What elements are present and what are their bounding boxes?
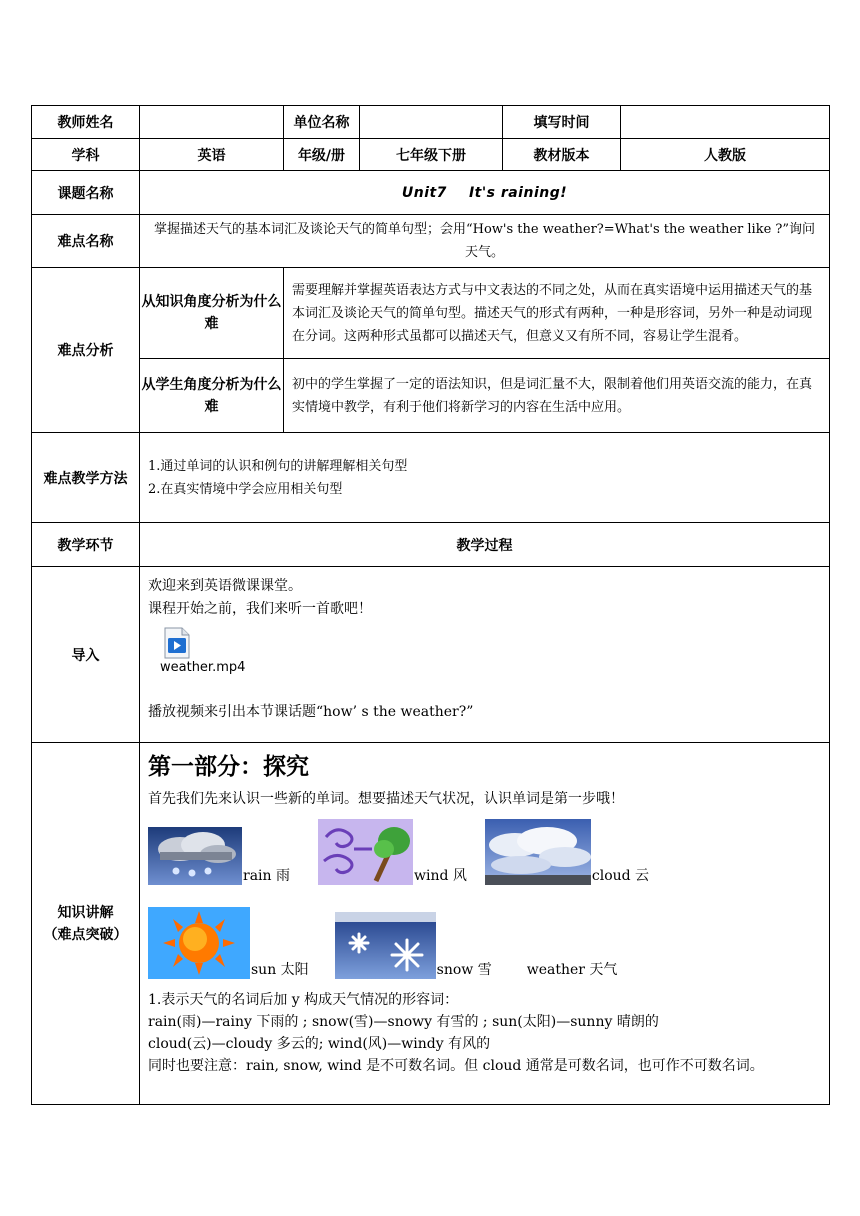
topic-name: It's raining! xyxy=(468,184,568,201)
method-label: 难点教学方法 xyxy=(32,433,140,523)
knowledge-label xyxy=(32,743,140,1105)
weather-words-row-1 xyxy=(148,819,821,885)
knowledge-label-line-2: （难点突破） xyxy=(43,926,128,943)
analysis-label: 难点分析 xyxy=(32,268,140,433)
intro-row xyxy=(32,567,830,743)
subject-label: 学科 xyxy=(32,139,140,171)
weather-words-row-2 xyxy=(148,907,821,979)
topic-unit: Unit7 xyxy=(401,184,447,201)
unit-name-value xyxy=(360,106,503,139)
topic-row xyxy=(32,171,830,215)
header-row-1 xyxy=(32,106,830,139)
method-row xyxy=(32,433,830,523)
student-angle-text: 初中的学生掌握了一定的语法知识，但是词汇量不大，限制着他们用英语交流的能力，在真实情境中教学，有利于他们将新学习的内容在生活中应用。 xyxy=(284,359,830,433)
header-row-2 xyxy=(32,139,830,171)
sun-word: sun 太阳 xyxy=(251,962,309,978)
edition-label: 教材版本 xyxy=(503,139,621,171)
topic-label: 课题名称 xyxy=(32,171,140,215)
difficulty-row xyxy=(32,215,830,268)
section-heading: 第一部分：探究 xyxy=(148,754,309,780)
note-line-4: 同时也要注意：rain, snow, wind 是不可数名词。但 cloud 通常是可数名词，也可作不可数名词。 xyxy=(148,1058,764,1074)
student-angle-label: 从学生角度分析为什么难 xyxy=(140,359,284,433)
video-file-name: weather.mp4 xyxy=(160,660,246,675)
cloud-icon xyxy=(485,819,591,885)
cloud-word: cloud 云 xyxy=(591,868,650,884)
teacher-name-label: 教师姓名 xyxy=(32,106,140,139)
difficulty-text: 掌握描述天气的基本词汇及谈论天气的简单句型；会用“How's the weather?=What's the weather like ?”询问天气。 xyxy=(140,215,830,268)
analysis-row-student xyxy=(32,359,830,433)
knowledge-content xyxy=(140,743,830,1105)
intro-line-3: 播放视频来引出本节课话题“how’ s the weather?” xyxy=(148,704,474,720)
lesson-plan-table xyxy=(31,105,830,1105)
method-list xyxy=(140,433,830,523)
fill-date-label: 填写时间 xyxy=(503,106,621,139)
teacher-name-value xyxy=(140,106,284,139)
analysis-row-knowledge xyxy=(32,268,830,359)
difficulty-label: 难点名称 xyxy=(32,215,140,268)
snow-word: snow 雪 xyxy=(436,962,492,978)
fill-date-value xyxy=(621,106,830,139)
intro-content xyxy=(140,567,830,743)
topic-title xyxy=(140,171,830,215)
rain-cloud-icon xyxy=(148,827,242,885)
note-line-1: 1.表示天气的名词后加 y 构成天气情况的形容词： xyxy=(148,992,459,1008)
process-label: 教学过程 xyxy=(140,523,830,567)
knowledge-angle-label: 从知识角度分析为什么难 xyxy=(140,268,284,359)
method-item: 2.在真实情境中学会应用相关句型 xyxy=(148,481,343,497)
grade-label: 年级/册 xyxy=(284,139,360,171)
edition-value: 人教版 xyxy=(621,139,830,171)
sun-icon xyxy=(148,907,250,979)
process-header-row xyxy=(32,523,830,567)
knowledge-angle-text: 需要理解并掌握英语表达方式与中文表达的不同之处，从而在真实语境中运用描述天气的基本词汇及谈论天气的简单句型。描述天气的形式有两种，一种是形容词，另外一种是动词现在分词。这两种形式虽都可以描述天气，但意义又有所不同，容易让学生混肴。 xyxy=(284,268,830,359)
wind-icon xyxy=(318,819,413,885)
intro-line-2: 课程开始之前，我们来听一首歌吧！ xyxy=(148,601,372,617)
note-line-3: cloud(云)—cloudy 多云的; wind(风)—windy 有风的 xyxy=(148,1036,491,1052)
rain-word: rain 雨 xyxy=(243,868,290,884)
note-line-2: rain(雨)—rainy 下雨的 ; snow(雪)—snowy 有雪的 ; sun(太阳)—sunny 晴朗的 xyxy=(148,1014,659,1030)
wind-word: wind 风 xyxy=(413,868,467,884)
knowledge-row xyxy=(32,743,830,1105)
grade-value: 七年级下册 xyxy=(360,139,503,171)
snow-icon xyxy=(335,912,436,979)
weather-word: weather 天气 xyxy=(526,962,618,978)
stage-label: 教学环节 xyxy=(32,523,140,567)
video-file-icon xyxy=(164,627,190,659)
intro-line-1: 欢迎来到英语微课课堂。 xyxy=(148,578,302,594)
intro-label: 导入 xyxy=(32,567,140,743)
unit-name-label: 单位名称 xyxy=(284,106,360,139)
words-intro-text: 首先我们先来认识一些新的单词。想要描述天气状况，认识单词是第一步哦！ xyxy=(148,791,624,807)
video-attachment[interactable] xyxy=(148,627,821,677)
method-item: 1.通过单词的认识和例句的讲解理解相关句型 xyxy=(148,458,408,474)
knowledge-label-line-1: 知识讲解 xyxy=(57,904,114,921)
subject-value: 英语 xyxy=(140,139,284,171)
